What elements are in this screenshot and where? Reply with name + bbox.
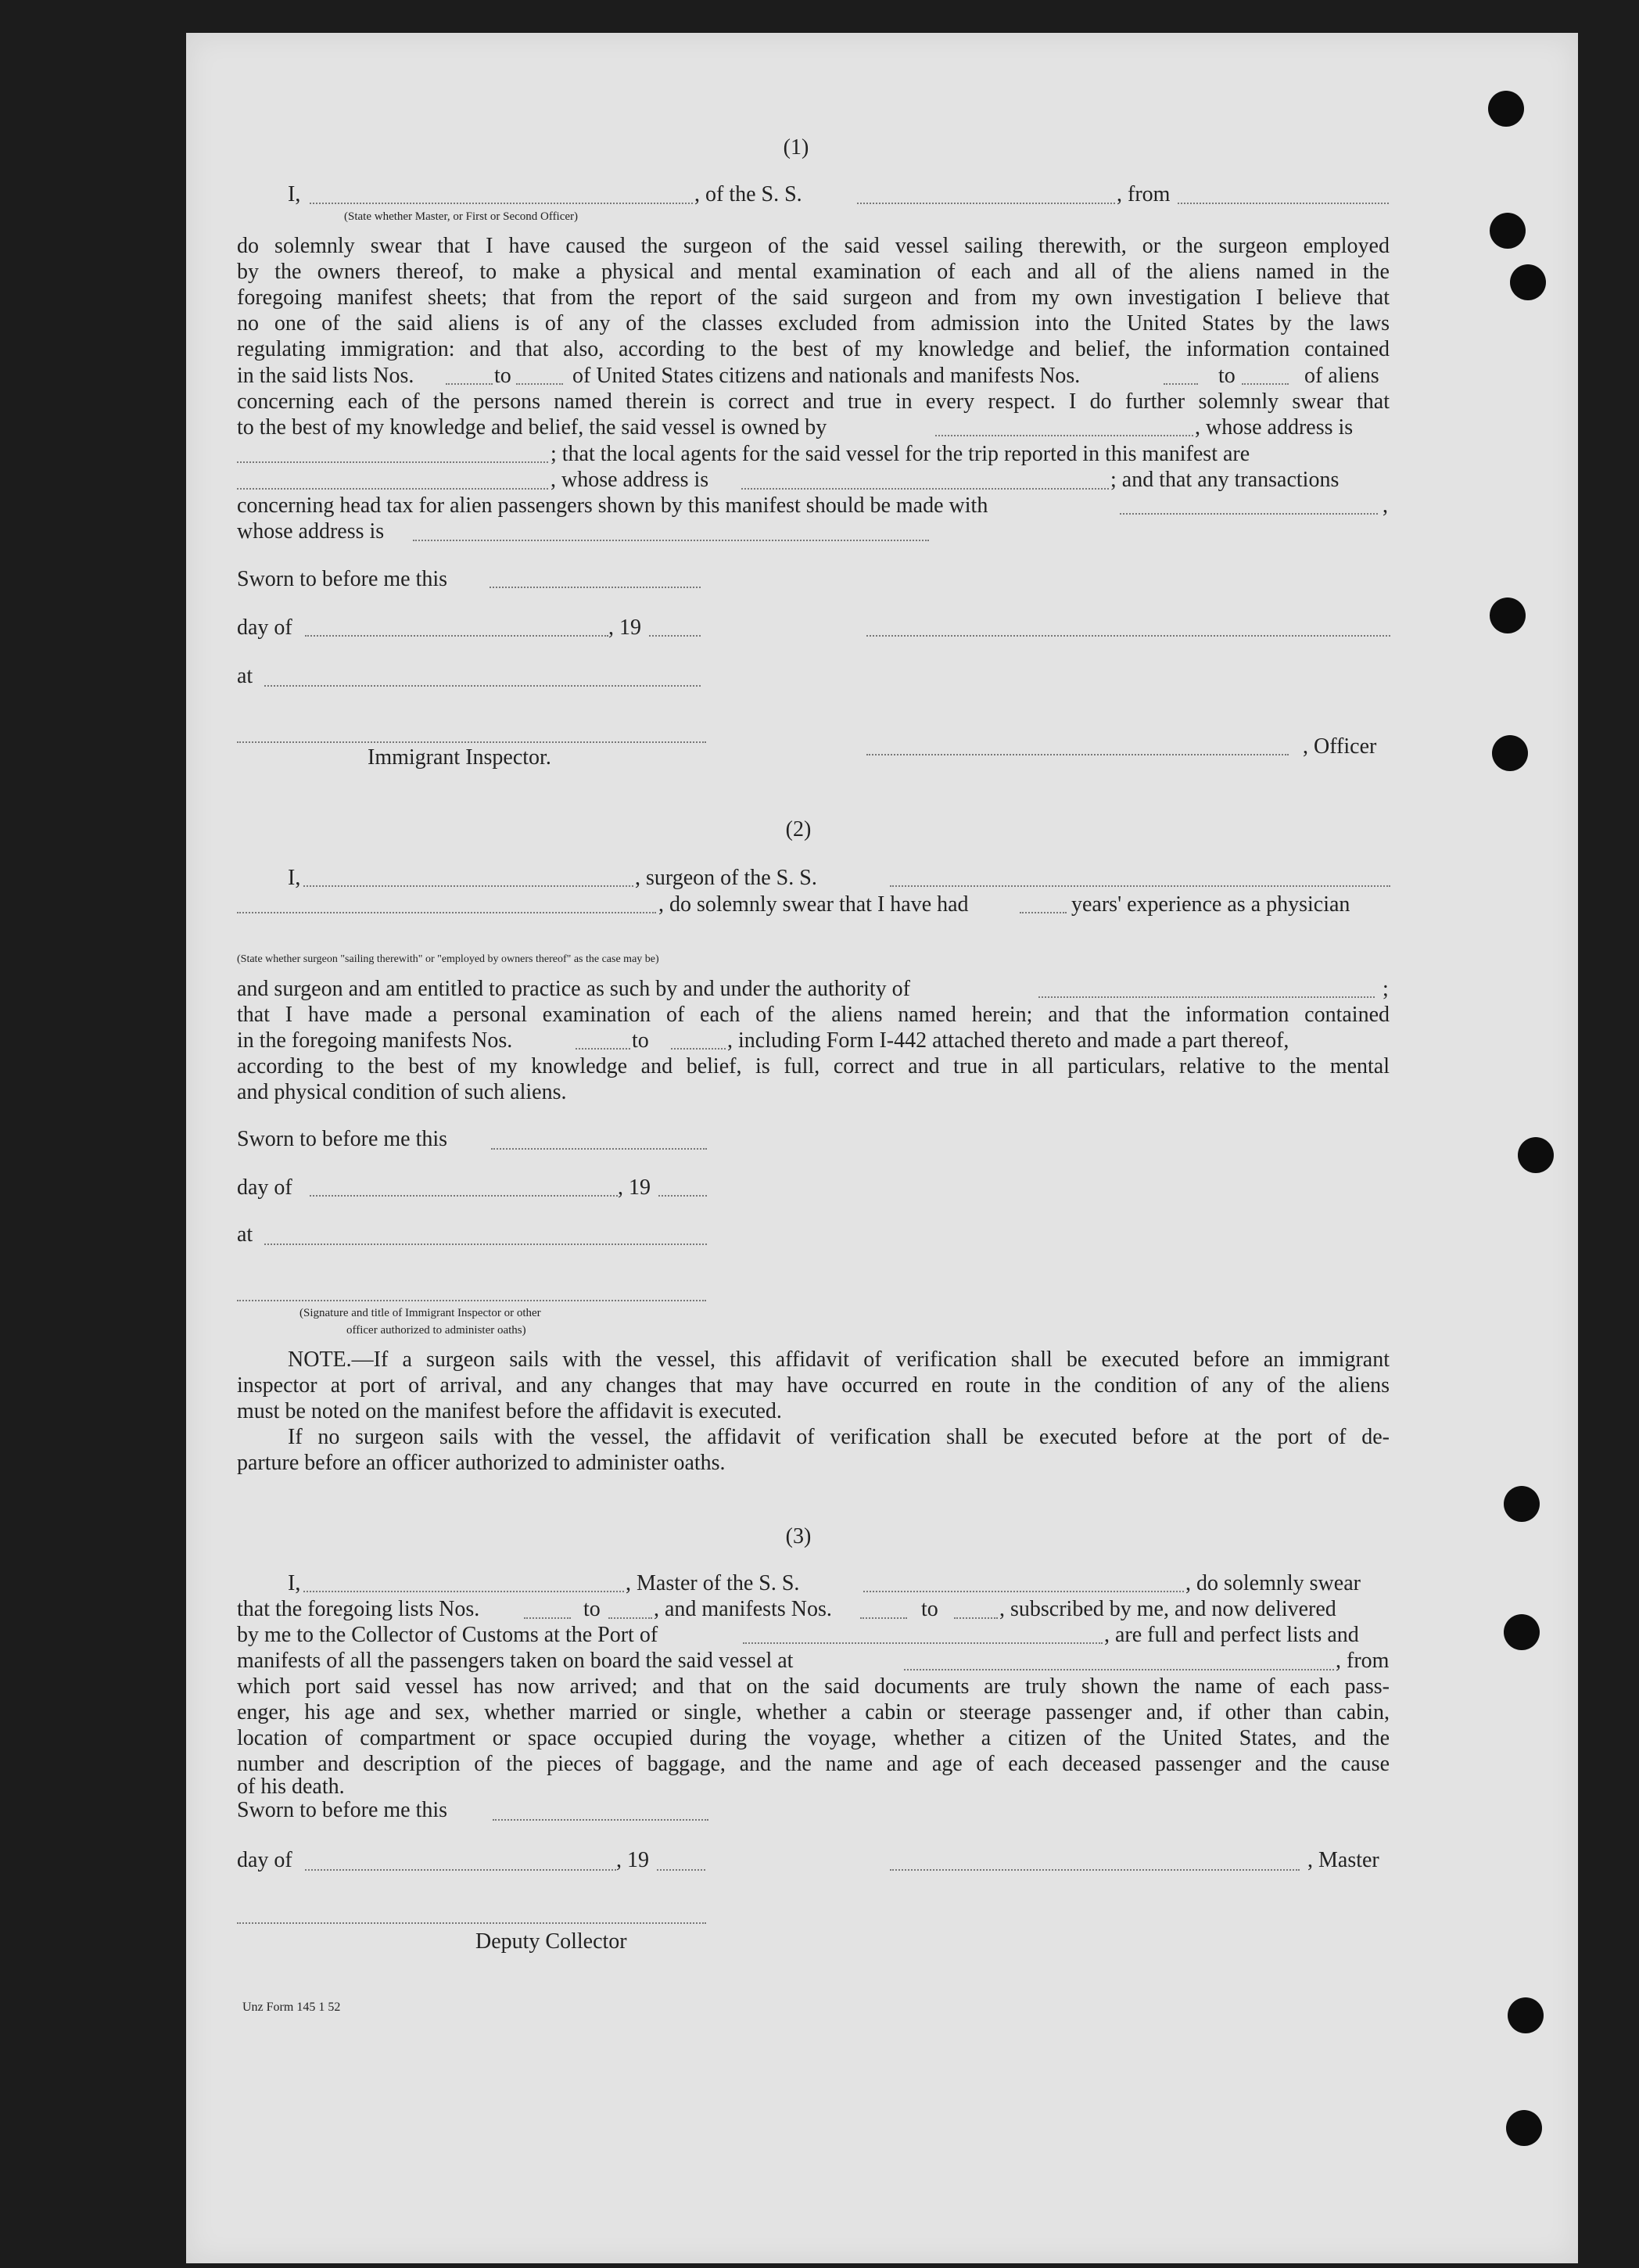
s2-authority-label: and surgeon and am entitled to practice as such by and under the authority of — [237, 977, 910, 1001]
s3-swear-label: , do solemnly swear — [1185, 1571, 1361, 1595]
form-id: Unz Form 145 1 52 — [242, 2001, 341, 2014]
s2-day-label: day of — [237, 1175, 292, 1200]
s2-sworn-label: Sworn to before me this — [237, 1127, 448, 1151]
section-1-number: (1) — [783, 135, 809, 160]
s2-at-label: at — [237, 1222, 253, 1247]
s1-officer-sig-upper[interactable] — [866, 635, 1390, 637]
s3-deputy-label: Deputy Collector — [475, 1929, 627, 1954]
s1-owned-label: to the best of my knowledge and belief, the said vessel is owned by — [237, 415, 827, 440]
s3-para-line: enger, his age and sex, whether married or single, whether a cabin or steerage passenger and, if other than cabin, — [237, 1700, 1390, 1724]
s3-manifest-from-field[interactable] — [860, 1617, 907, 1619]
s1-inspector-sig-field[interactable] — [237, 741, 706, 743]
s3-para-line: number and description of the pieces of baggage, and the name and age of each deceased passenger and the cause — [237, 1752, 1390, 1776]
s3-para-line: location of compartment or space occupied during the voyage, whether a citizen of the United States, and the — [237, 1726, 1390, 1750]
s2-vessel-field[interactable] — [890, 885, 1390, 887]
s3-master-name-field[interactable] — [303, 1591, 624, 1592]
s1-lists-end: of aliens — [1304, 364, 1379, 388]
s1-whose-label: whose address is — [237, 519, 385, 544]
s3-lists-label: that the foregoing lists Nos. — [237, 1597, 480, 1621]
s3-manifests-to: to — [921, 1597, 938, 1621]
s1-owner-field[interactable] — [935, 435, 1193, 436]
s3-year-field[interactable] — [657, 1869, 705, 1871]
s1-from-label: , from — [1117, 182, 1171, 206]
punch-hole — [1510, 264, 1546, 300]
s3-master-sig-field[interactable] — [890, 1869, 1300, 1871]
section-3-number: (3) — [785, 1524, 812, 1548]
section-2-number: (2) — [785, 817, 812, 842]
s1-agents-label: ; that the local agents for the said vessel for the trip reported in this manifest are — [551, 442, 1250, 466]
s1-of-ss-label: , of the S. S. — [694, 182, 802, 206]
s3-from-label: , from — [1336, 1649, 1390, 1673]
s2-para-line: according to the best of my knowledge and belief, is full, correct and true in all particulars, relative to the mental — [237, 1054, 1390, 1078]
s1-manifest-to-field[interactable] — [1242, 383, 1289, 385]
s1-para-line: no one of the said aliens is of any of the classes excluded from admission into the United States by the laws — [237, 311, 1390, 336]
s3-onboard-field[interactable] — [904, 1669, 1334, 1670]
note-line: inspector at port of arrival, and any changes that may have occurred en route in the condition of any of the aliens — [237, 1373, 1390, 1398]
s2-manifests-label: in the foregoing manifests Nos. — [237, 1028, 513, 1053]
s3-master-label: , Master of the S. S. — [626, 1571, 800, 1595]
s1-agent-field[interactable] — [237, 488, 548, 490]
s1-day-label: day of — [237, 615, 292, 640]
note-line: NOTE.—If a surgeon sails with the vessel, this affidavit of verification shall be executed before an immigrant — [288, 1348, 1390, 1372]
s2-manifest-from-field[interactable] — [576, 1048, 630, 1050]
s3-master-sig-label: , Master — [1307, 1848, 1379, 1872]
s2-surgeon-label: , surgeon of the S. S. — [635, 866, 817, 890]
s3-last-line: of his death. — [237, 1775, 345, 1799]
s3-para-line: which port said vessel has now arrived; and that on the said documents are truly shown the name of each pass- — [237, 1674, 1390, 1699]
s3-day-label: day of — [237, 1848, 292, 1872]
punch-hole — [1508, 1997, 1544, 2033]
s2-swear-label: , do solemnly swear that I have had — [658, 892, 969, 917]
s2-sig-caption: (Signature and title of Immigrant Inspector or other — [299, 1307, 541, 1319]
s2-years-label: years' experience as a physician — [1071, 892, 1350, 917]
s2-sig-caption: officer authorized to administer oaths) — [346, 1324, 526, 1337]
s2-surgeon-name-field[interactable] — [303, 885, 633, 887]
s1-officer-caption: (State whether Master, or First or Second Officer) — [344, 210, 579, 223]
note-line: must be noted on the manifest before the affidavit is executed. — [237, 1399, 782, 1423]
s1-i-label: I, — [288, 182, 301, 206]
s1-lists-mid: of United States citizens and nationals and manifests Nos. — [572, 364, 1081, 388]
punch-hole — [1488, 91, 1524, 127]
s2-authority-semicolon: ; — [1383, 977, 1389, 1001]
s1-year-label: , 19 — [608, 615, 641, 640]
s3-port-field[interactable] — [743, 1642, 1103, 1644]
s3-lists-to: to — [583, 1597, 601, 1621]
s1-para-line: regulating immigration: and that also, according to the best of my knowledge and belief, the information contained — [237, 337, 1390, 361]
form-sheet — [186, 33, 1578, 2263]
s2-para-line: that I have made a personal examination of each of the aliens named herein; and that the information contained — [237, 1003, 1390, 1027]
s2-last-line: and physical condition of such aliens. — [237, 1080, 567, 1104]
s1-para-line: do solemnly swear that I have caused the surgeon of the said vessel sailing therewith, or the surgeon employed — [237, 234, 1390, 258]
s3-subscribed-label: , subscribed by me, and now delivered — [999, 1597, 1336, 1621]
punch-hole — [1490, 213, 1526, 249]
s2-signature-field[interactable] — [237, 1300, 706, 1301]
s2-including-label: , including Form I-442 attached thereto and made a part thereof, — [727, 1028, 1289, 1053]
s1-at-label: at — [237, 664, 253, 688]
punch-hole — [1518, 1137, 1554, 1173]
s2-years-field[interactable] — [1020, 912, 1067, 913]
s1-transactions-label: ; and that any transactions — [1110, 468, 1340, 492]
s1-at-field[interactable] — [264, 685, 701, 687]
s3-port-label: by me to the Collector of Customs at the Port of — [237, 1623, 658, 1647]
s2-manifest-to-field[interactable] — [671, 1048, 726, 1050]
s1-year-field[interactable] — [649, 635, 701, 637]
punch-hole — [1490, 598, 1526, 633]
s3-sworn-field[interactable] — [493, 1819, 708, 1821]
s1-whose-field[interactable] — [413, 540, 929, 541]
s1-from-field[interactable] — [1178, 203, 1389, 204]
s3-year-label: , 19 — [616, 1848, 649, 1872]
punch-hole — [1504, 1486, 1540, 1522]
s1-headtax-label: concerning head tax for alien passengers shown by this manifest should be made with — [237, 493, 988, 518]
s1-lists-label: in the said lists Nos. — [237, 364, 414, 388]
s2-sworn-field[interactable] — [491, 1148, 707, 1150]
s1-owned-address-label: , whose address is — [1195, 415, 1354, 440]
s3-list-to-field[interactable] — [608, 1617, 652, 1619]
s1-headtax-comma: , — [1383, 493, 1388, 518]
s3-day-field[interactable] — [305, 1869, 616, 1871]
s3-full-label: , are full and perfect lists and — [1104, 1623, 1359, 1647]
s3-vessel-field[interactable] — [863, 1591, 1184, 1592]
s2-capacity-caption: (State whether surgeon "sailing therewith" or "employed by owners thereof" as the case may be) — [237, 953, 659, 965]
s2-year-label: , 19 — [618, 1175, 651, 1200]
punch-hole — [1504, 1614, 1540, 1650]
s1-list-to-field[interactable] — [516, 383, 563, 385]
s2-at-field[interactable] — [264, 1243, 707, 1245]
s2-authority-field[interactable] — [1038, 996, 1375, 998]
s2-day-field[interactable] — [310, 1195, 618, 1197]
s1-list-from-field[interactable] — [446, 383, 493, 385]
s1-inspector-label: Immigrant Inspector. — [368, 745, 551, 770]
s1-lists-to: to — [494, 364, 511, 388]
s2-capacity-field[interactable] — [237, 912, 656, 913]
punch-hole — [1492, 735, 1528, 771]
s1-officer-label: , Officer — [1303, 734, 1377, 759]
s3-list-from-field[interactable] — [524, 1617, 571, 1619]
s1-officer-field[interactable] — [310, 203, 693, 204]
s3-manifests-label: , and manifests Nos. — [654, 1597, 832, 1621]
punch-hole — [1506, 2110, 1542, 2146]
s1-day-field[interactable] — [305, 635, 608, 637]
s1-para-line: concerning each of the persons named therein is correct and true in every respect. I do further solemnly swear that — [237, 389, 1390, 414]
s1-owner-address-field[interactable] — [237, 461, 548, 463]
s3-manifest-to-field[interactable] — [954, 1617, 998, 1619]
s1-sworn-field[interactable] — [490, 587, 701, 588]
s3-i-label: I, — [288, 1571, 301, 1595]
s3-deputy-sig-field[interactable] — [237, 1922, 706, 1924]
s2-year-field[interactable] — [658, 1195, 707, 1197]
s1-para-line: by the owners thereof, to make a physical and mental examination of each and all of the aliens named in the — [237, 260, 1390, 284]
s3-sworn-label: Sworn to before me this — [237, 1798, 448, 1822]
note-line: If no surgeon sails with the vessel, the affidavit of verification shall be executed before at the port of de- — [288, 1425, 1390, 1449]
s3-onboard-label: manifests of all the passengers taken on board the said vessel at — [237, 1649, 794, 1673]
s1-vessel-field[interactable] — [857, 203, 1115, 204]
s1-manifest-from-field[interactable] — [1164, 383, 1198, 385]
s1-agent-address-label: , whose address is — [551, 468, 709, 492]
s1-para-line: foregoing manifest sheets; that from the report of the said surgeon and from my own investigation I believe that — [237, 285, 1390, 310]
s1-sworn-label: Sworn to before me this — [237, 567, 448, 591]
note-line: parture before an officer authorized to administer oaths. — [237, 1451, 726, 1475]
s1-lists-to2: to — [1218, 364, 1236, 388]
s2-i-label: I, — [288, 866, 301, 890]
s2-manifests-to: to — [632, 1028, 649, 1053]
s1-agent-address-field[interactable] — [741, 488, 1109, 490]
s1-headtax-field[interactable] — [1120, 513, 1378, 515]
s1-officer-sig-field[interactable] — [866, 754, 1289, 755]
